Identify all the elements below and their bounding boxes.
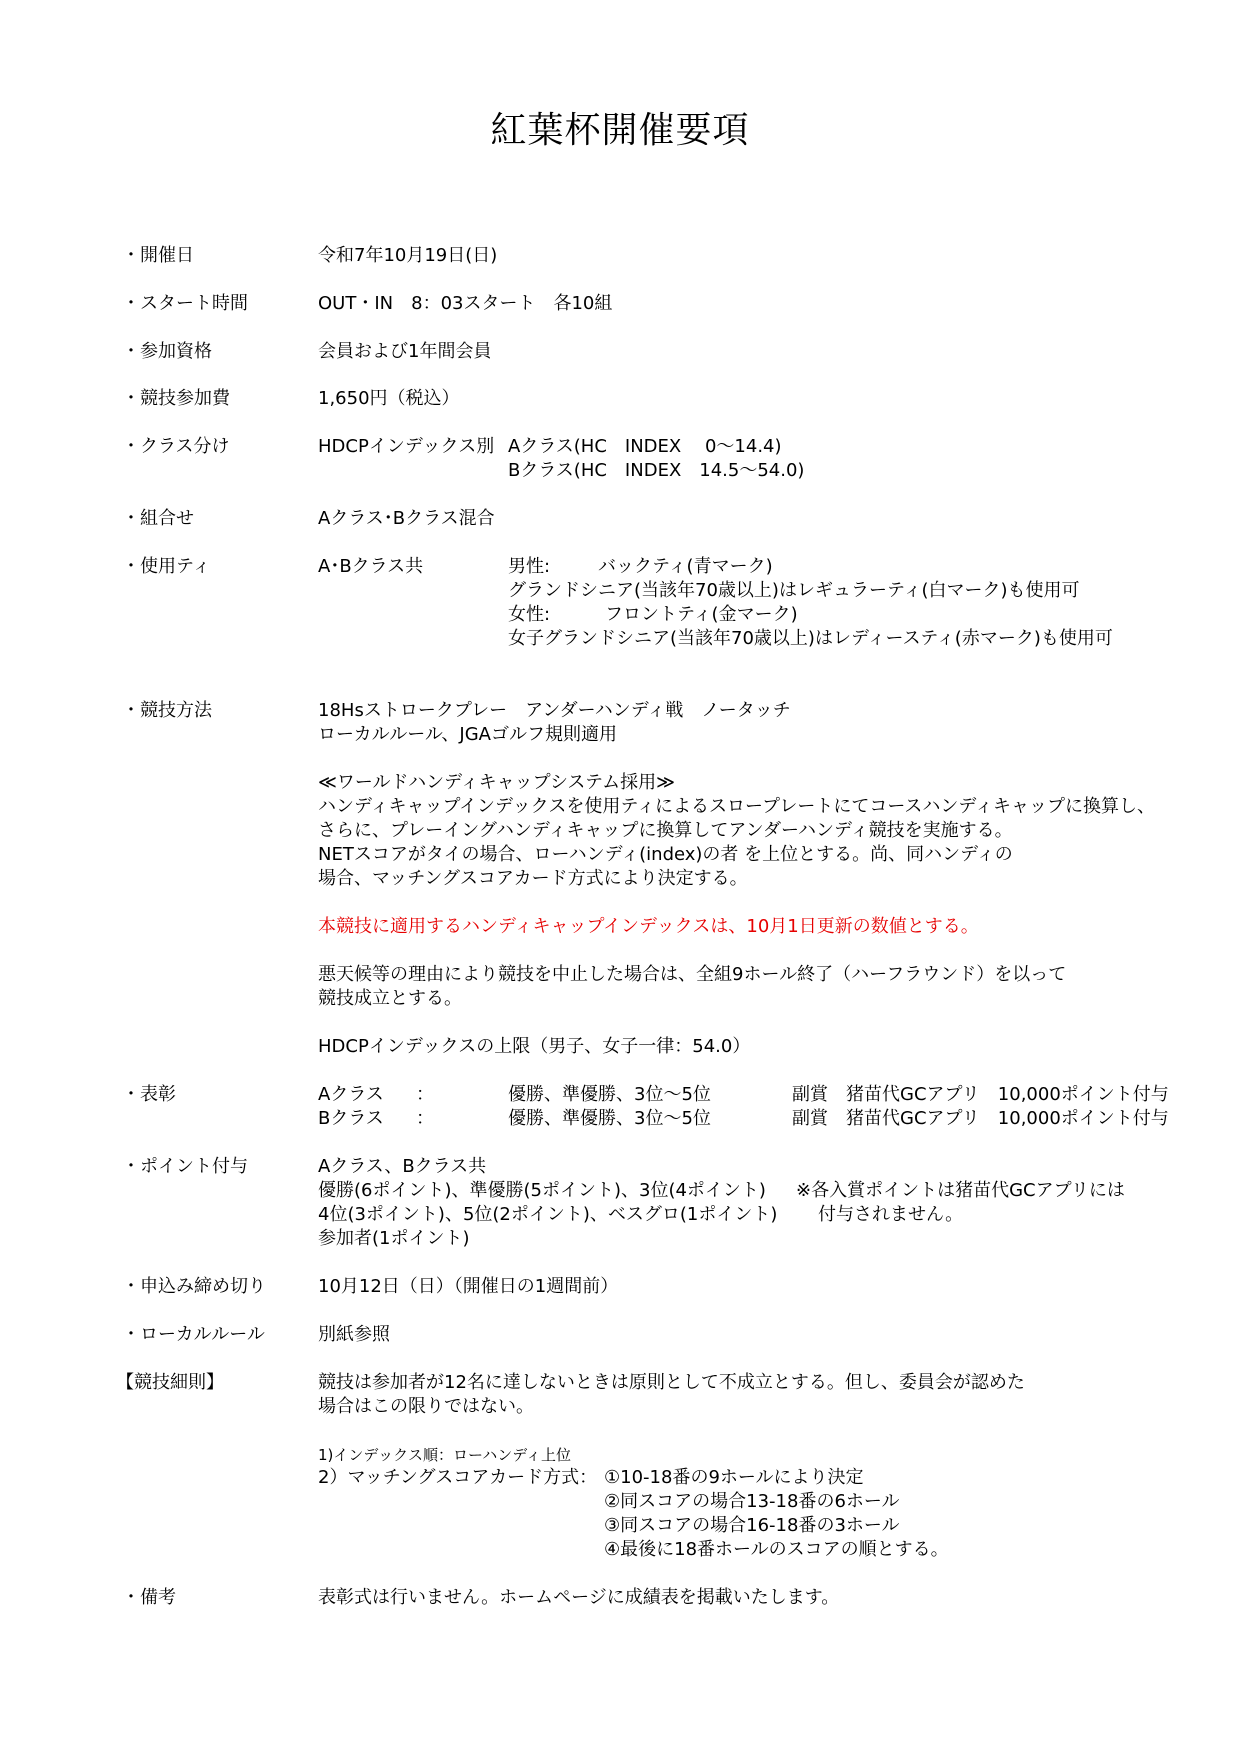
points-note-1: ※各入賞ポイントは猪苗代GCアプリには <box>796 1180 1125 1201</box>
handicap-notice: 本競技に適用するハンディキャップインデックスは、10月1日更新の数値とする。 <box>318 916 979 937</box>
details-rule-1: 1)インデックス順：ローハンディ上位 <box>318 1446 571 1464</box>
whs-line-2: さらに、プレーイングハンディキャップに換算してアンダーハンディ競技を実施する。 <box>318 820 1013 841</box>
class-division-prefix: HDCPインデックス別 <box>318 436 495 457</box>
tees-classes: A･Bクラス共 <box>318 556 424 577</box>
method-line-2: ローカルルール、JGAゴルフ規則適用 <box>318 724 617 745</box>
awards-prizes: 優勝、準優勝、3位～5位 <box>508 1108 711 1129</box>
details-line-2: 場合はこの限りではない。 <box>318 1396 534 1417</box>
eligibility-label: ・参加資格 <box>122 341 212 362</box>
method-line-1: 18Hsストロークプレー アンダーハンディ戦 ノータッチ <box>318 700 791 721</box>
grouping-label: ・組合せ <box>122 508 194 529</box>
deadline-label: ・申込み締め切り <box>122 1276 266 1297</box>
points-line-2: 優勝(6ポイント)、準優勝(5ポイント)、3位(4ポイント) <box>318 1180 766 1201</box>
awards-extra: 副賞 猪苗代GCアプリ 10,000ポイント付与 <box>792 1084 1169 1105</box>
document-title: 紅葉杯開催要項 <box>490 110 750 151</box>
fee-label: ・競技参加費 <box>122 388 230 409</box>
points-line-1: Aクラス、Bクラス共 <box>318 1156 487 1177</box>
details-rule-2-item: ④最後に18番ホールのスコアの順とする。 <box>604 1539 949 1560</box>
class-division-label: ・クラス分け <box>122 436 230 457</box>
weather-line-1: 悪天候等の理由により競技を中止した場合は、全組9ホール終了（ハーフラウンド）を以って <box>318 964 1067 985</box>
class-division-b: Bクラス(HC INDEX 14.5～54.0) <box>508 460 805 481</box>
tees-male-value: バックティ(青マーク) <box>598 556 773 577</box>
whs-line-1: ハンディキャップインデックスを使用ティによるスロープレートにてコースハンディキャップに換算し、 <box>318 796 1155 817</box>
awards-class: Bクラス <box>318 1108 384 1129</box>
whs-title: ≪ワールドハンディキャップシステム採用≫ <box>318 772 676 793</box>
details-rule-2-prefix: 2）マッチングスコアカード方式： <box>318 1467 598 1488</box>
whs-line-3: NETスコアがタイの場合、ローハンディ(index)の者 を上位とする。尚、同ハンディの <box>318 844 1013 865</box>
remarks-label: ・備考 <box>122 1587 176 1608</box>
date-value: 令和7年10月19日(日) <box>318 245 498 266</box>
eligibility-value: 会員および1年間会員 <box>318 341 492 362</box>
awards-sep: ： <box>416 1108 434 1129</box>
tees-women-grand-senior: 女子グランドシニア(当該年70歳以上)はレディースティ(赤マーク)も使用可 <box>508 628 1113 649</box>
awards-label: ・表彰 <box>122 1084 176 1105</box>
awards-prizes: 優勝、準優勝、3位～5位 <box>508 1084 711 1105</box>
local-rules-label: ・ローカルルール <box>122 1324 265 1345</box>
remarks-value: 表彰式は行いません。ホームページに成績表を掲載いたします。 <box>318 1587 840 1608</box>
points-label: ・ポイント付与 <box>122 1156 248 1177</box>
local-rules-value: 別紙参照 <box>318 1324 390 1345</box>
start-time-label: ・スタート時間 <box>122 293 248 314</box>
points-line-4: 参加者(1ポイント) <box>318 1228 470 1249</box>
tees-grand-senior: グランドシニア(当該年70歳以上)はレギュラーティ(白マーク)も使用可 <box>508 580 1080 601</box>
awards-extra: 副賞 猪苗代GCアプリ 10,000ポイント付与 <box>792 1108 1169 1129</box>
grouping-value: Aクラス･Bクラス混合 <box>318 508 495 529</box>
points-line-3: 4位(3ポイント)、5位(2ポイント)、ベスグロ(1ポイント) <box>318 1204 778 1225</box>
fee-value: 1,650円（税込） <box>318 388 460 409</box>
details-rule-2-item: ①10-18番の9ホールにより決定 <box>604 1467 864 1488</box>
details-label: 【競技細則】 <box>116 1372 224 1393</box>
weather-line-2: 競技成立とする。 <box>318 988 462 1009</box>
awards-class: Aクラス <box>318 1084 384 1105</box>
date-label: ・開催日 <box>122 245 194 266</box>
deadline-value: 10月12日（日）（開催日の1週間前） <box>318 1276 619 1297</box>
details-rule-2-item: ②同スコアの場合13-18番の6ホール <box>604 1491 900 1512</box>
tees-male-label: 男性: <box>508 556 551 577</box>
start-time-value: OUT・IN 8：03スタート 各10組 <box>318 293 613 314</box>
tees-female-label: 女性: <box>508 604 551 625</box>
details-line-1: 競技は参加者が12名に達しないときは原則として不成立とする。但し、委員会が認めた <box>318 1372 1025 1393</box>
hdcp-limit: HDCPインデックスの上限（男子、女子一律：54.0） <box>318 1036 751 1057</box>
tees-female-value: フロントティ(金マーク) <box>605 604 798 625</box>
details-rule-2-item: ③同スコアの場合16-18番の3ホール <box>604 1515 900 1536</box>
class-division-a: Aクラス(HC INDEX 0～14.4) <box>508 436 782 457</box>
points-note-2: 付与されません。 <box>818 1204 964 1225</box>
tees-label: ・使用ティ <box>122 556 211 577</box>
method-label: ・競技方法 <box>122 700 212 721</box>
whs-line-4: 場合、マッチングスコアカード方式により決定する。 <box>318 868 748 889</box>
awards-sep: ： <box>416 1084 434 1105</box>
